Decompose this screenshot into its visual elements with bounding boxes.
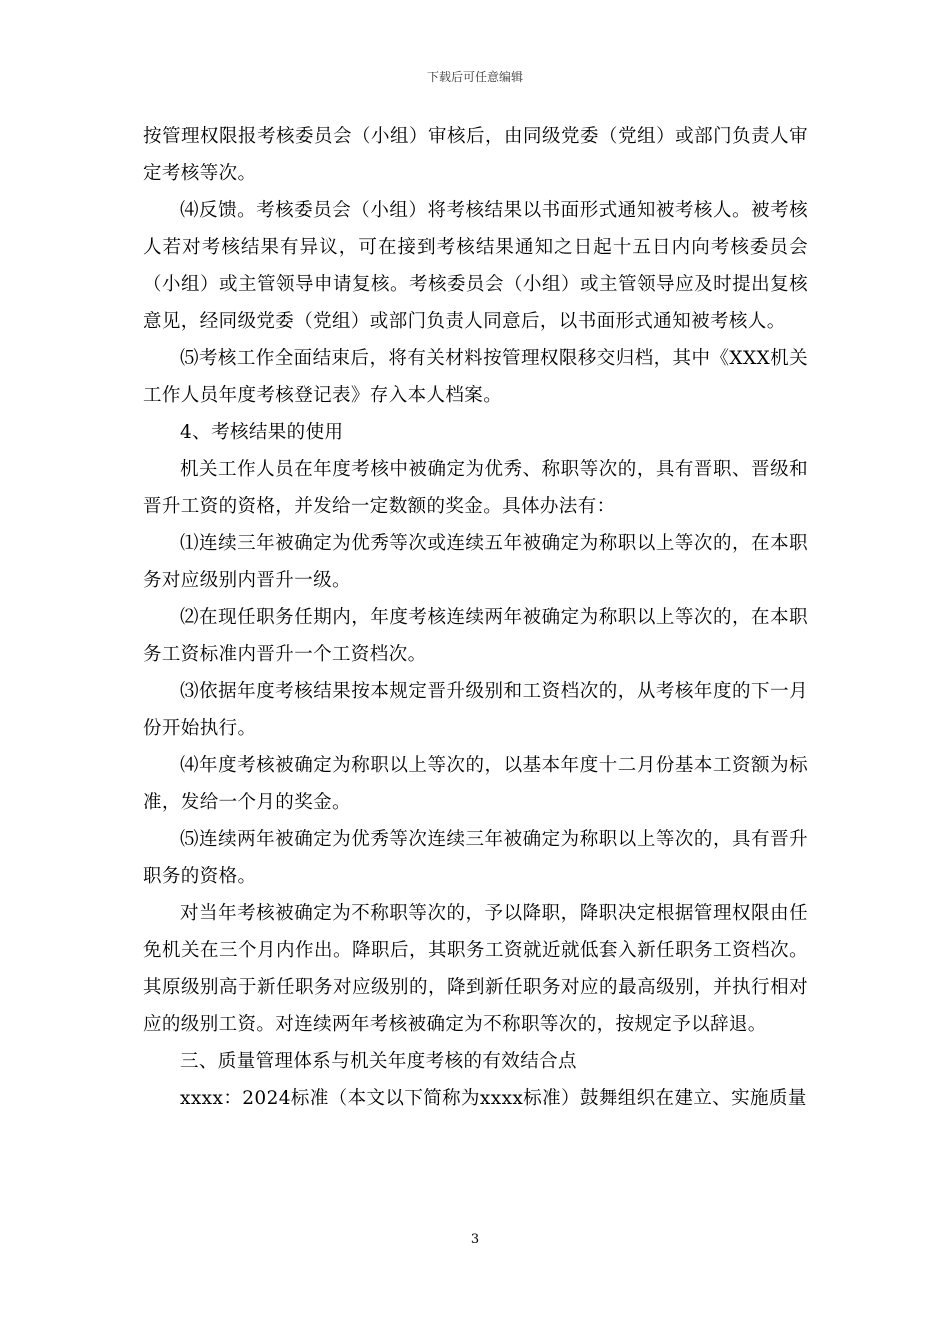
- paragraph-demotion: 对当年考核被确定为不称职等次的，予以降职，降职决定根据管理权限由任免机关在三个月内作出。降职后，其职务工资就近就低套入新任职务工资档次。其原级别高于新任职务对应级别的，降到新任职务对应的最高级别，并执行相对应的级别工资。对连续两年考核被确定为不称职等次的，按规定予以辞退。: [143, 903, 808, 1035]
- list-item-4: ⑷年度考核被确定为称职以上等次的，以基本年度十二月份基本工资额为标准，发给一个月的奖金。: [143, 755, 808, 813]
- paragraph-5: 机关工作人员在年度考核中被确定为优秀、称职等次的，具有晋职、晋级和晋升工资的资格，并发给一定数额的奖金。具体办法有：: [143, 459, 808, 517]
- paragraph-3: ⑸考核工作全面结束后，将有关材料按管理权限移交归档，其中《XXX机关工作人员年度考核登记表》存入本人档案。: [143, 348, 808, 406]
- paragraph-1: 按管理权限报考核委员会（小组）审核后，由同级党委（党组）或部门负责人审定考核等次。: [143, 126, 808, 184]
- page-header: 下载后可任意编辑: [426, 70, 523, 84]
- paragraph-standard: xxxx：2024标准（本文以下简称为xxxx标准）鼓舞组织在建立、实施质量: [180, 1088, 807, 1109]
- list-item-3: ⑶依据年度考核结果按本规定晋升级别和工资档次的，从考核年度的下一月份开始执行。: [143, 681, 808, 739]
- section-heading-4: 4、考核结果的使用: [180, 422, 344, 443]
- paragraph-2: ⑷反馈。考核委员会（小组）将考核结果以书面形式通知被考核人。被考核人若对考核结果有异议，可在接到考核结果通知之日起十五日内向考核委员会（小组）或主管领导申请复核。考核委员会（小组）或主管领导应及时提出复核意见，经同级党委（党组）或部门负责人同意后，以书面形式通知被考核人。: [143, 200, 808, 332]
- list-item-1: ⑴连续三年被确定为优秀等次或连续五年被确定为称职以上等次的，在本职务对应级别内晋升一级。: [143, 533, 808, 591]
- list-item-5: ⑸连续两年被确定为优秀等次连续三年被确定为称职以上等次的，具有晋升职务的资格。: [143, 829, 808, 887]
- section-heading-3: 三、质量管理体系与机关年度考核的有效结合点: [180, 1051, 577, 1072]
- page-number: 3: [470, 1232, 480, 1247]
- list-item-2: ⑵在现任职务任期内，年度考核连续两年被确定为称职以上等次的，在本职务工资标准内晋升一个工资档次。: [143, 607, 808, 665]
- document-body: [143, 118, 808, 1117]
